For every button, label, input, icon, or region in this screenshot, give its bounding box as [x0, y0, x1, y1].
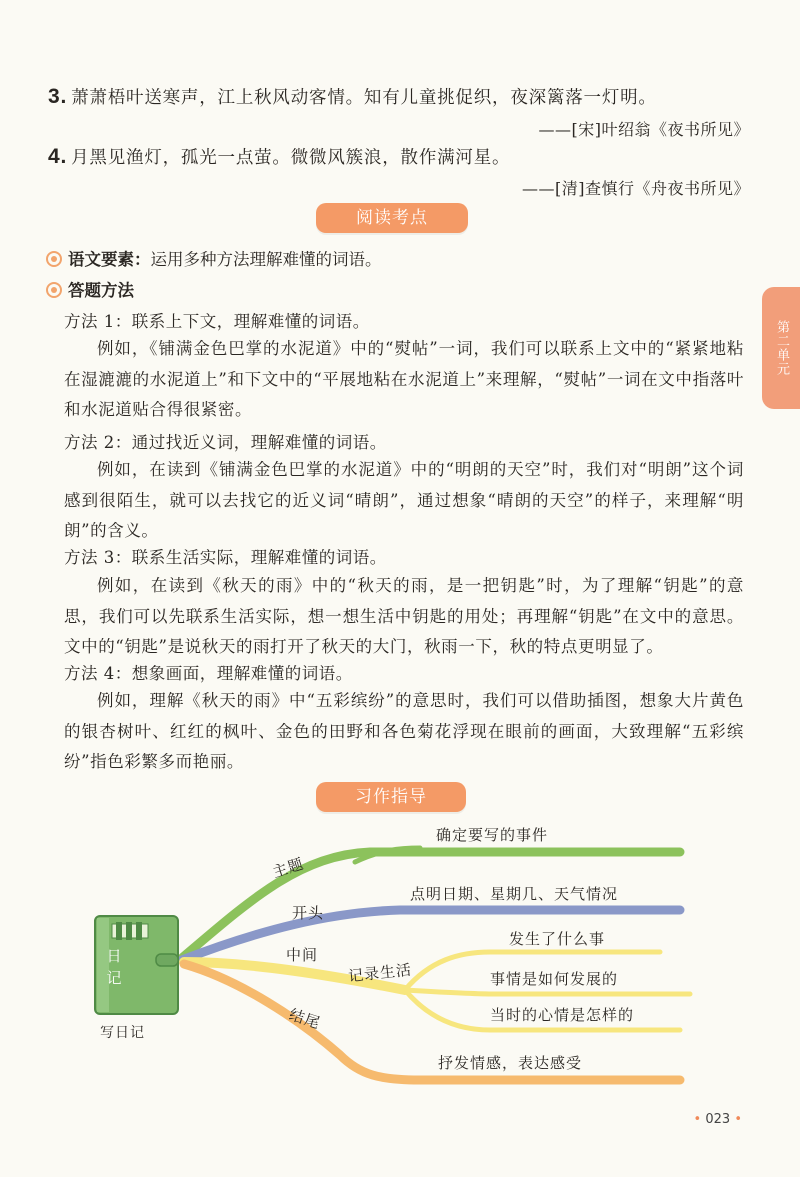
dot-icon: •: [734, 1112, 742, 1127]
middle-sub-label: 记录生活: [347, 960, 413, 986]
theme-label: 主题: [270, 854, 307, 882]
method-2-title: 方法 2：通过找近义词，理解难懂的词语。: [64, 433, 387, 452]
diary-caption: 写日记: [100, 1025, 145, 1041]
reading-section-banner: 阅读考点: [316, 203, 468, 233]
diary-icon-label: 日记: [106, 947, 122, 987]
method-3-example: 例如，在读到《秋天的雨》中的“秋天的雨，是一把钥匙”时，为了理解“钥匙”的意思，我们可以先联系生活实际，想一想生活中钥匙的用处；再理解“钥匙”在文中的意思。文中的“钥匙”是说秋天的雨打开了秋天的大门，秋雨一下，秋的特点更明显了。: [64, 576, 744, 656]
method-4-title: 方法 4：想象画面，理解难懂的词语。: [64, 664, 353, 683]
poem-number: 3.: [48, 85, 68, 108]
writing-section-banner: 习作指导: [316, 782, 466, 812]
page-number: [694, 1112, 742, 1127]
theme-leaf: 确定要写的事件: [436, 826, 549, 844]
dot-icon: •: [693, 1112, 702, 1127]
method-1-title: 方法 1：联系上下文，理解难懂的词语。: [64, 312, 370, 331]
unit-side-tab[interactable]: 第二单元: [762, 287, 800, 409]
opening-label: 开头: [292, 904, 325, 922]
poem-text: 月黑见渔灯，孤光一点萤。微微风簇浪，散作满河星。: [71, 148, 511, 168]
middle-leaf-1: 发生了什么事: [509, 930, 606, 948]
middle-leaf-2: 事情是如何发展的: [490, 970, 619, 988]
branch-theme: [182, 852, 680, 958]
method-4-example: 例如，理解《秋天的雨》中“五彩缤纷”的意思时，我们可以借助插图，想象大片黄色的银杏树叶、红红的枫叶、金色的田野和各色菊花浮现在眼前的画面，大致理解“五彩缤纷”指色彩繁多而艳丽。: [64, 691, 744, 771]
method-heading-text: 答题方法: [68, 281, 134, 300]
ending-label: 结尾: [286, 1005, 323, 1033]
middle-leaf-3: 当时的心情是怎样的: [490, 1006, 635, 1024]
element-text: 运用多种方法理解难懂的词语。: [150, 250, 382, 269]
method-3-title: 方法 3：联系生活实际，理解难懂的词语。: [64, 548, 387, 567]
ending-leaf: 抒发情感，表达感受: [438, 1054, 583, 1072]
poem-4-attribution: ——[清]查慎行《舟夜书所见》: [522, 179, 750, 198]
poem-number: 4.: [48, 145, 68, 168]
page-number-text: 023: [705, 1112, 731, 1127]
middle-label: 中间: [286, 946, 319, 964]
method-1-example: 例如，《铺满金色巴掌的水泥道》中的“熨帖”一词，我们可以联系上文中的“紧紧地粘在湿漉漉的水泥道上”和下文中的“平展地粘在水泥道上”来理解，“熨帖”一词在文中指落叶和水泥道贴合得很紧密。: [64, 339, 744, 419]
poem-3-attribution: ——[宋]叶绍翁《夜书所见》: [538, 120, 750, 139]
poem-text: 萧萧梧叶送寒声，江上秋风动客情。知有儿童挑促织，夜深篱落一灯明。: [71, 88, 657, 108]
element-label: 语文要素：: [68, 250, 151, 269]
method-2-example: 例如，在读到《铺满金色巴掌的水泥道》中的“明朗的天空”时，我们对“明朗”这个词感到很陌生，就可以去找它的近义词“晴朗”，通过想象“晴朗的天空”的样子，来理解“明朗”的含义。: [64, 460, 744, 540]
branch-middle-2: [405, 990, 690, 994]
opening-leaf: 点明日期、星期几、天气情况: [410, 885, 619, 903]
